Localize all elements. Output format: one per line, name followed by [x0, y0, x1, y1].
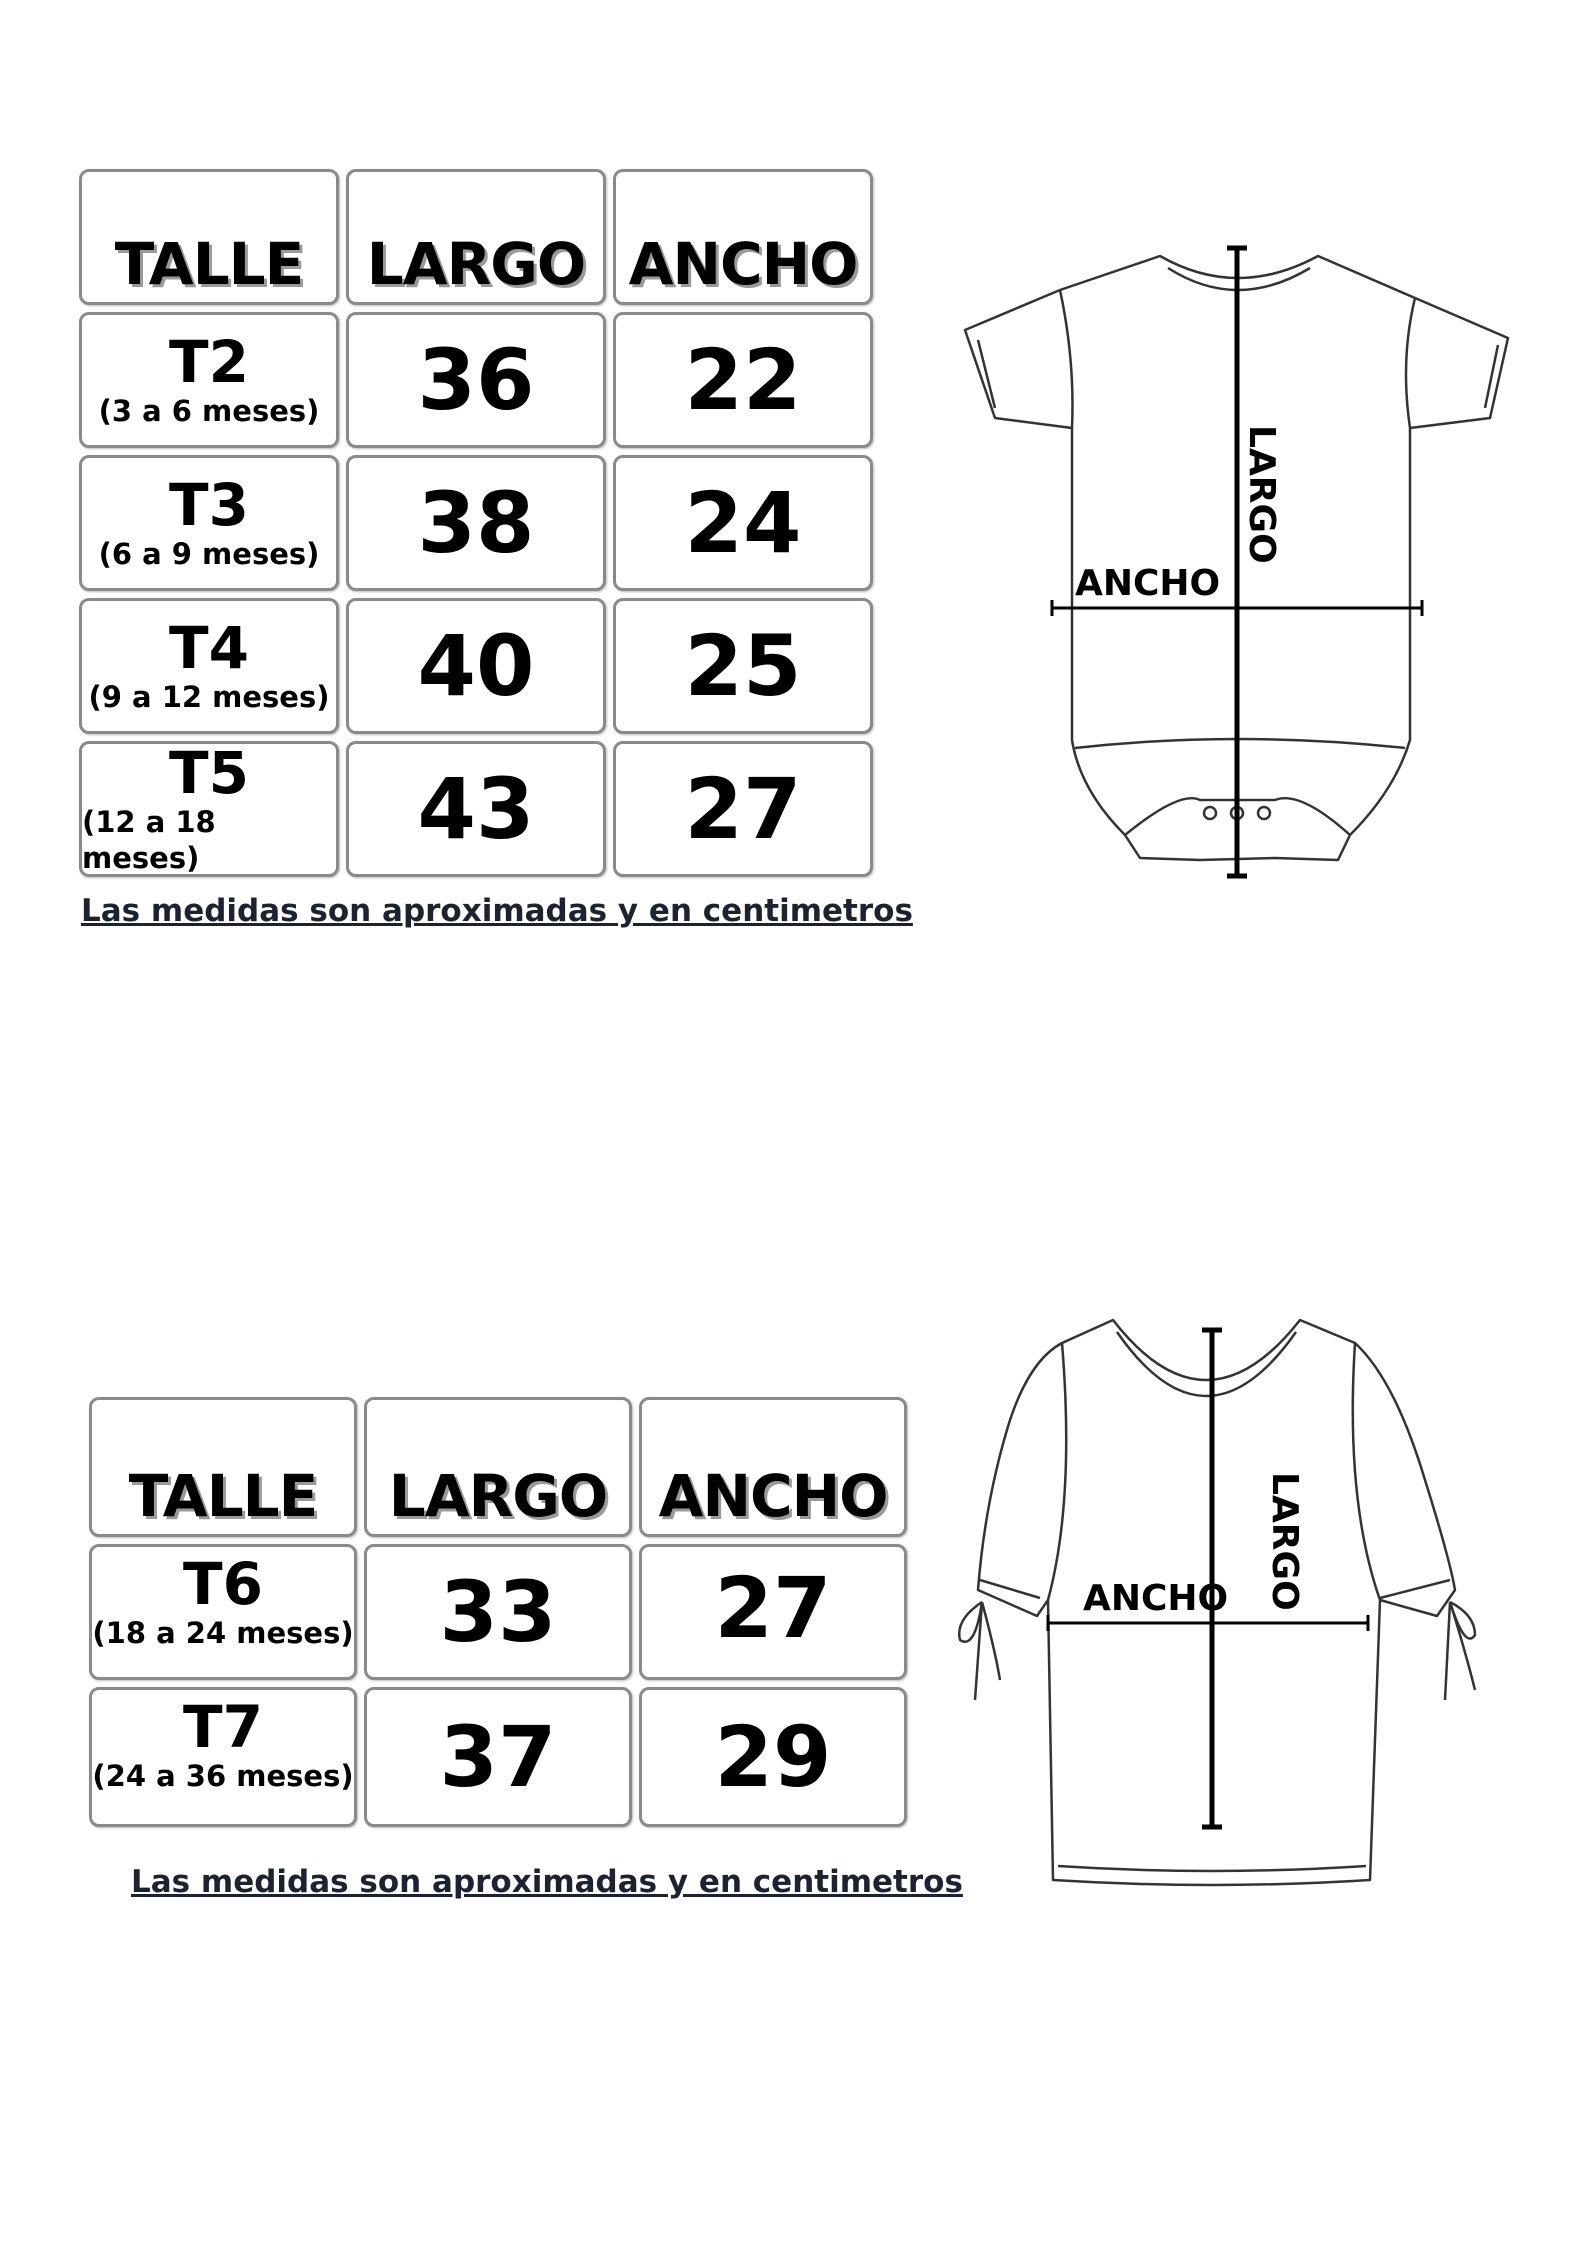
- header-largo: LARGO: [346, 169, 606, 305]
- largo-value: 36: [346, 312, 606, 448]
- age-range: (3 a 6 meses): [98, 394, 320, 428]
- age-range: (9 a 12 meses): [88, 680, 330, 714]
- age-range: (24 a 36 meses): [92, 1759, 354, 1793]
- largo-value: 37: [364, 1687, 632, 1827]
- ancho-label: ANCHO: [1075, 563, 1221, 604]
- ancho-value: 29: [639, 1687, 907, 1827]
- size-label: T5: [169, 739, 249, 807]
- age-range: (18 a 24 meses): [92, 1616, 354, 1650]
- age-range: (6 a 9 meses): [98, 537, 320, 571]
- largo-value: 38: [346, 455, 606, 591]
- header-ancho: ANCHO: [639, 1397, 907, 1537]
- measurement-note: Las medidas son aproximadas y en centimetros: [131, 1864, 963, 1900]
- header-ancho: ANCHO: [613, 169, 873, 305]
- largo-label: LARGO: [1264, 1472, 1305, 1611]
- header-talle: TALLE: [79, 169, 339, 305]
- measurement-note: Las medidas son aproximadas y en centimetros: [81, 893, 913, 929]
- ancho-label: ANCHO: [1083, 1578, 1229, 1619]
- ancho-value: 27: [613, 741, 873, 877]
- header-largo: LARGO: [364, 1397, 632, 1537]
- largo-label: LARGO: [1241, 425, 1282, 564]
- ancho-value: 24: [613, 455, 873, 591]
- size-label: T4: [169, 614, 249, 682]
- size-label: T6: [183, 1550, 263, 1618]
- size-label: T3: [169, 471, 249, 539]
- ancho-value: 27: [639, 1544, 907, 1680]
- ancho-value: 22: [613, 312, 873, 448]
- size-label: T7: [183, 1693, 263, 1761]
- largo-value: 40: [346, 598, 606, 734]
- ancho-value: 25: [613, 598, 873, 734]
- header-talle: TALLE: [89, 1397, 357, 1537]
- largo-value: 33: [364, 1544, 632, 1680]
- age-range: (12 a 18 meses): [82, 805, 216, 875]
- largo-value: 43: [346, 741, 606, 877]
- size-label: T2: [169, 328, 249, 396]
